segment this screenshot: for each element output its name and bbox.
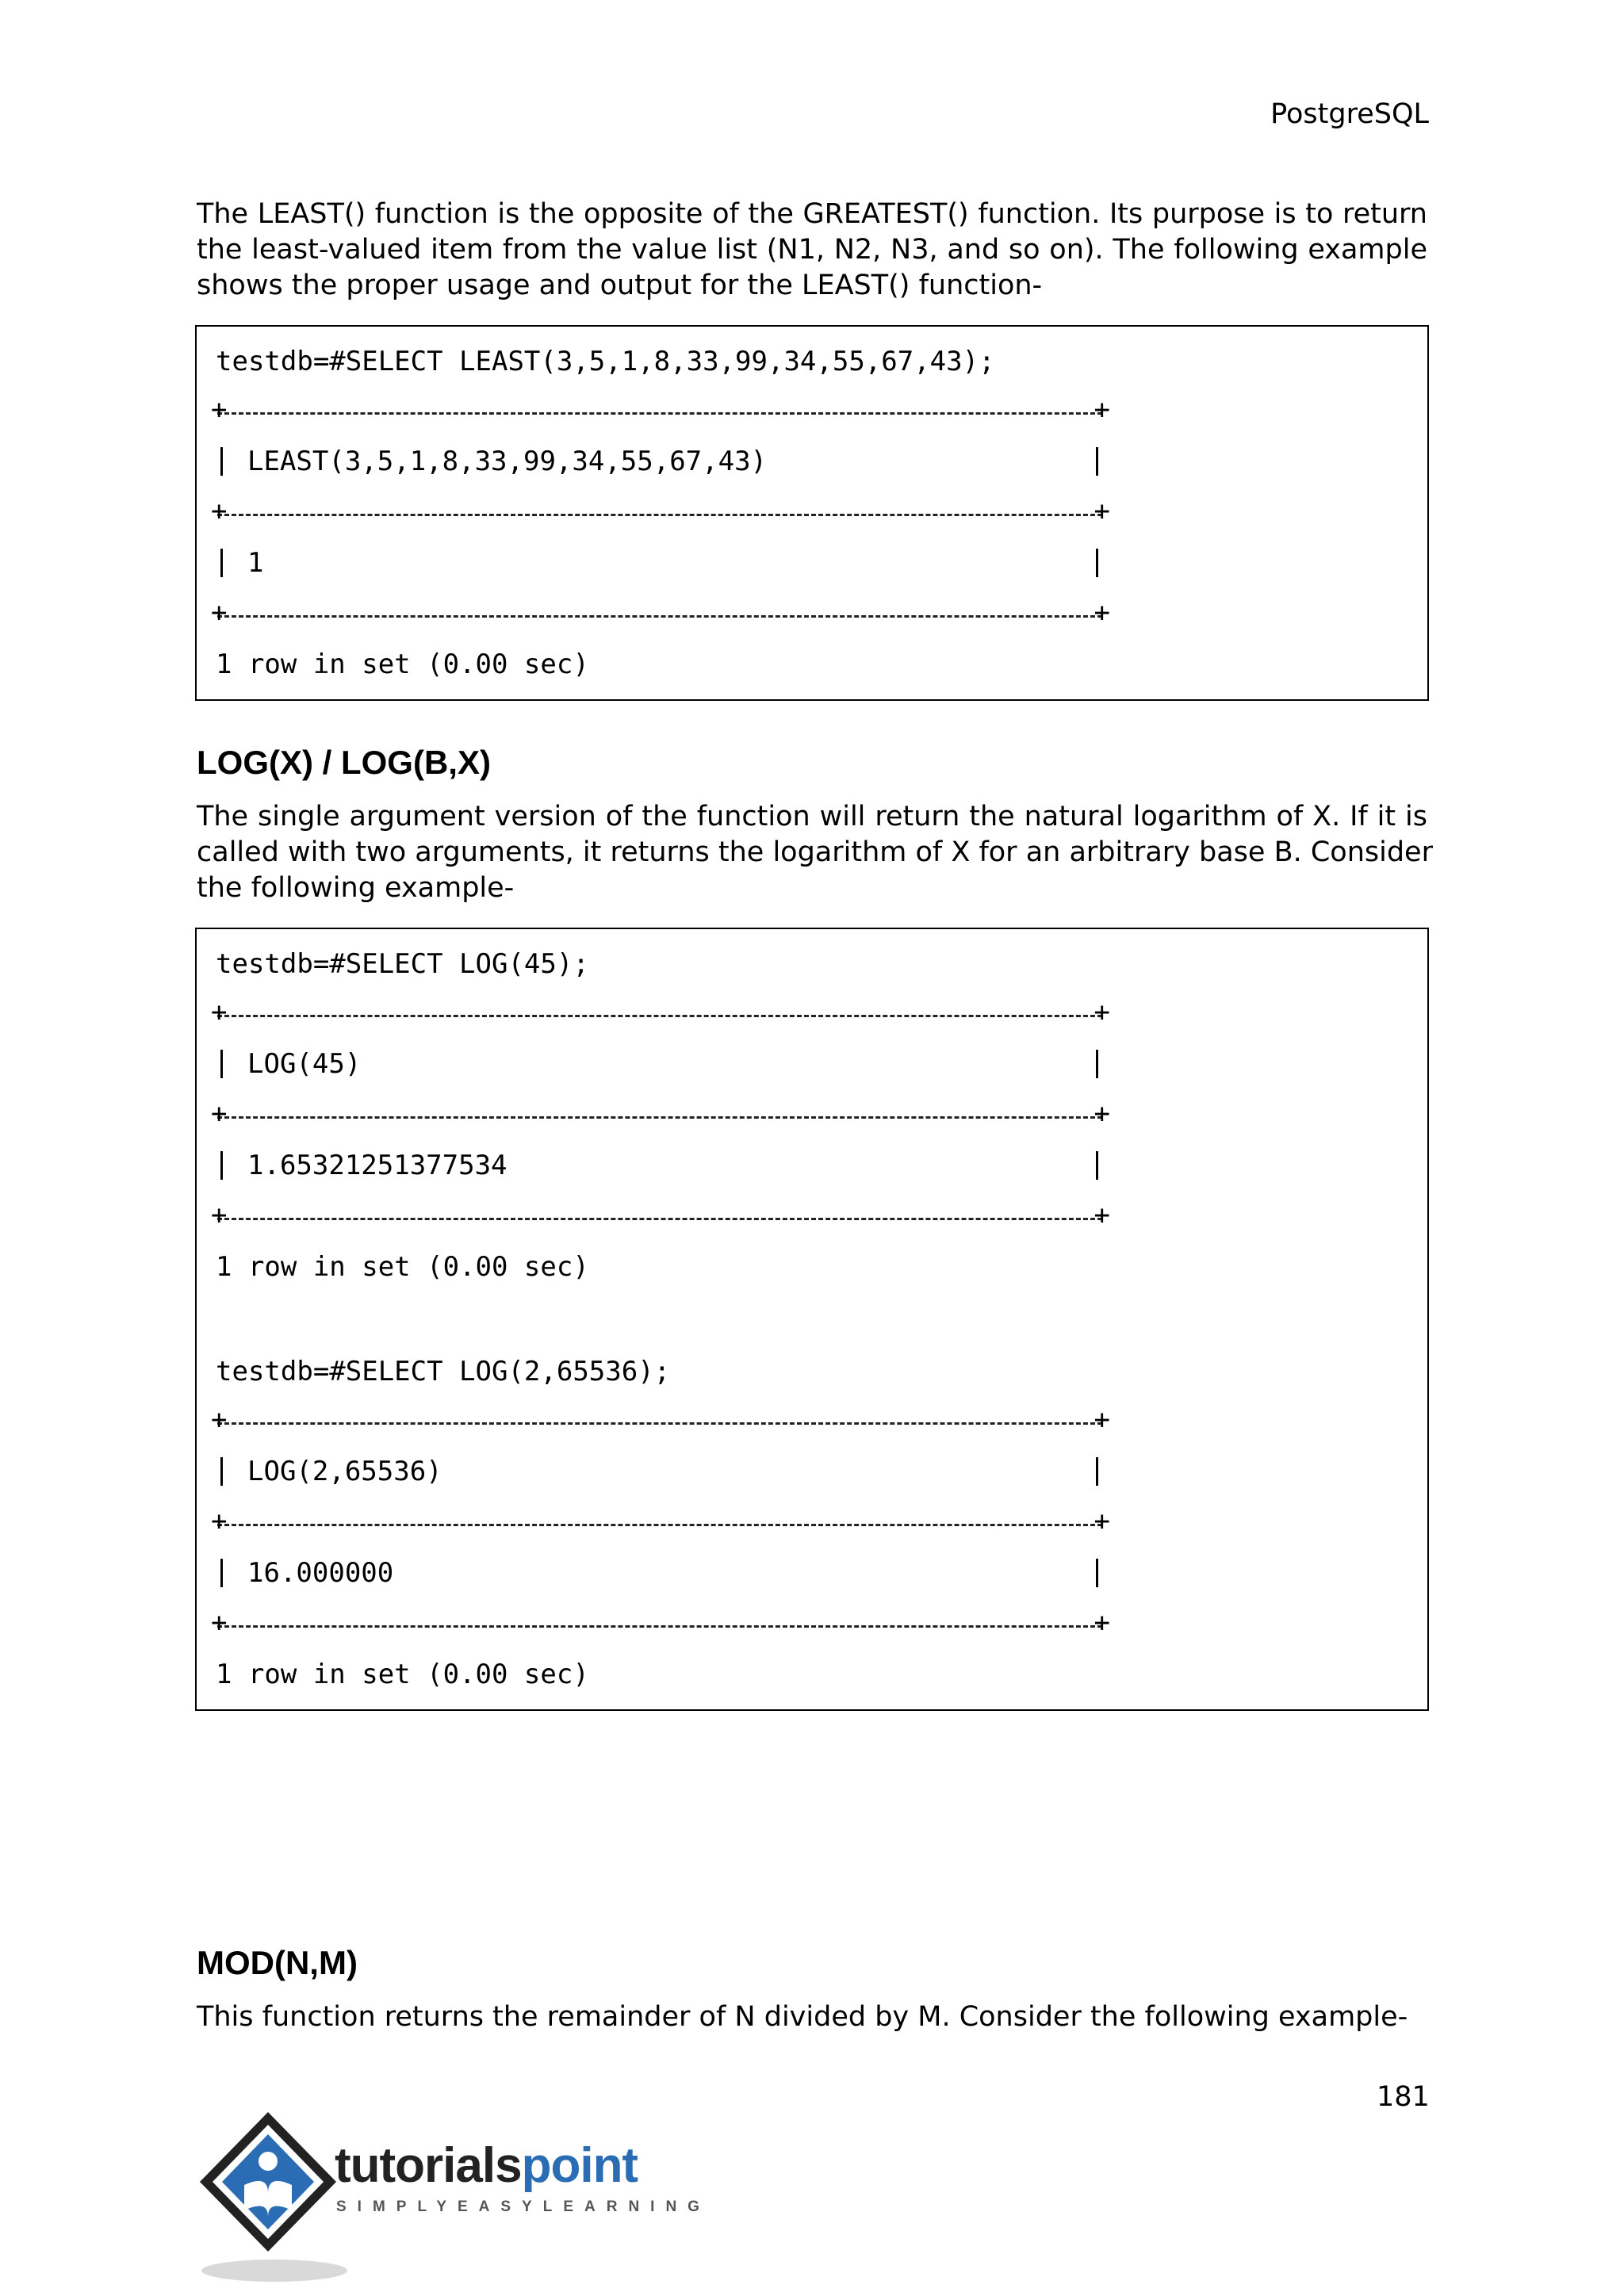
least-description <box>197 197 1427 304</box>
result-value: 1.65321251377534 <box>247 1150 508 1181</box>
paragraph-line: shows the proper usage and output for the LEAST() function- <box>197 270 1043 301</box>
table-border <box>217 1218 1102 1220</box>
result-column-header: LOG(45) <box>247 1048 362 1080</box>
table-border <box>217 412 1102 415</box>
log-code-block <box>195 928 1429 1711</box>
paragraph-line: the least-valued item from the value list (N1, N2, N3, and so on). The following example <box>197 234 1427 266</box>
sql-command: testdb=#SELECT LOG(2,65536); <box>216 1356 671 1387</box>
sql-command: testdb=#SELECT LOG(45); <box>216 948 589 980</box>
logo-wordmark: tutorialspoint <box>335 2138 638 2193</box>
table-edge-left <box>220 1050 223 1078</box>
row-count: 1 row in set (0.00 sec) <box>216 1251 589 1283</box>
logo-tagline: SIMPLYEASYLEARNING <box>336 2198 710 2215</box>
table-border <box>217 615 1102 618</box>
paragraph-line: The single argument version of the function will return the natural logarithm of X. If it is <box>197 801 1427 832</box>
result-value: 16.000000 <box>247 1557 394 1589</box>
table-edge-left <box>220 1457 223 1486</box>
sql-command: testdb=#SELECT LEAST(3,5,1,8,33,99,34,55,67,43); <box>216 346 995 377</box>
table-edge-right <box>1096 1559 1098 1587</box>
table-edge-left <box>220 1559 223 1587</box>
section-heading-log: LOG(X) / LOG(B,X) <box>197 744 491 781</box>
table-edge-right <box>1096 549 1098 577</box>
row-count: 1 row in set (0.00 sec) <box>216 649 589 680</box>
running-header: PostgreSQL <box>1270 98 1429 130</box>
paragraph-line: called with two arguments, it returns the logarithm of X for an arbitrary base B. Consider <box>197 836 1433 868</box>
paragraph-line: the following example- <box>197 872 515 904</box>
table-edge-left <box>220 549 223 577</box>
table-edge-left <box>220 1151 223 1180</box>
section-heading-mod: MOD(N,M) <box>197 1944 358 1981</box>
table-border <box>217 514 1102 516</box>
log-description <box>197 799 1433 906</box>
result-column-header: LOG(2,65536) <box>247 1456 442 1487</box>
result-column-header: LEAST(3,5,1,8,33,99,34,55,67,43) <box>247 446 768 477</box>
mod-description <box>197 1999 1427 2035</box>
row-count: 1 row in set (0.00 sec) <box>216 1659 589 1690</box>
result-value: 1 <box>247 547 264 579</box>
paragraph-line: This function returns the remainder of N divided by M. Consider the following example- <box>197 2001 1408 2033</box>
table-edge-left <box>220 447 223 476</box>
table-edge-right <box>1096 1457 1098 1486</box>
tutorialspoint-logo <box>195 2106 710 2296</box>
table-edge-right <box>1096 1151 1098 1180</box>
page-number: 181 <box>1377 2081 1430 2113</box>
table-edge-right <box>1096 1050 1098 1078</box>
table-edge-right <box>1096 447 1098 476</box>
table-border <box>217 1524 1102 1526</box>
table-border <box>217 1422 1102 1425</box>
table-border <box>217 1116 1102 1119</box>
least-code-block <box>195 325 1429 701</box>
table-border <box>217 1625 1102 1628</box>
table-border <box>217 1015 1102 1017</box>
paragraph-line: The LEAST() function is the opposite of the GREATEST() function. Its purpose is to return <box>197 198 1427 230</box>
